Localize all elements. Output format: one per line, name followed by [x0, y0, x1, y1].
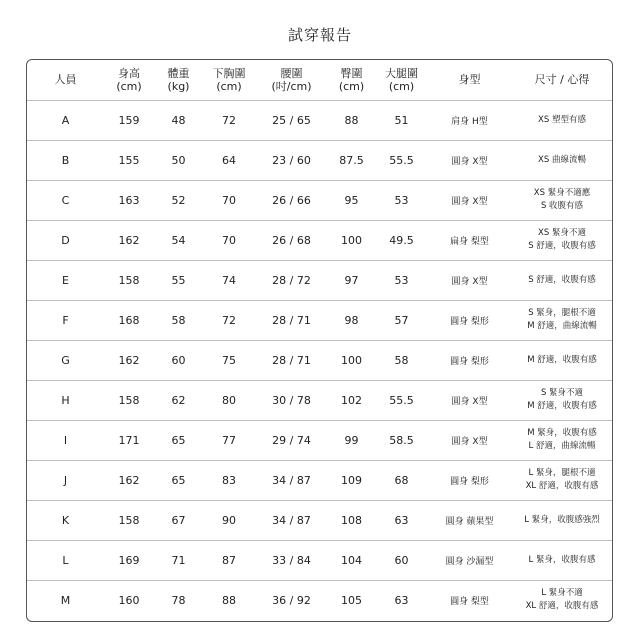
size-review-cell: [511, 180, 613, 220]
waist-cell: 29 / 74: [272, 433, 311, 447]
height-cell: 155: [118, 153, 140, 167]
height-cell: 171: [118, 433, 140, 447]
header-line: 腰圍: [280, 66, 303, 80]
underbust-cell: 64: [222, 153, 236, 167]
header-line: (cm): [116, 79, 142, 93]
thigh-cell: 63: [394, 593, 409, 607]
waist-cell: 28 / 72: [272, 273, 311, 287]
table-row: [27, 540, 613, 580]
table-row: [27, 100, 613, 140]
review-line: L 緊身，收腹感強烈: [524, 514, 600, 525]
person-cell: M: [60, 593, 71, 607]
header-thigh: [375, 60, 428, 100]
waist-cell: 26 / 68: [272, 233, 311, 247]
person-cell: K: [61, 513, 70, 527]
underbust-cell: 87: [222, 553, 236, 567]
size-review-cell: [511, 380, 613, 420]
thigh-cell: 55.5: [389, 393, 414, 407]
weight-cell: 58: [171, 313, 186, 327]
header-person: [27, 60, 104, 100]
hip-cell: 98: [344, 313, 359, 327]
header-line: 身高: [118, 66, 140, 80]
size-review-cell: [511, 580, 613, 620]
table-row: [27, 380, 613, 420]
body-shape-cell: 圓身 X型: [451, 396, 488, 407]
weight-cell: 52: [171, 193, 186, 207]
hip-cell: 108: [341, 513, 362, 527]
fit-report-table-frame: [26, 59, 613, 622]
waist-cell: 30 / 78: [272, 393, 311, 407]
review-line: M 舒適，曲線流暢: [527, 321, 597, 331]
height-cell: 162: [118, 353, 140, 367]
thigh-cell: 49.5: [389, 233, 414, 247]
header-size-review: [511, 60, 613, 100]
hip-cell: 102: [341, 393, 362, 407]
header-line: 臀圍: [340, 66, 363, 80]
person-cell: E: [62, 273, 69, 287]
header-line: 人員: [54, 73, 77, 87]
table-row: [27, 340, 613, 380]
header-line: (吋/cm): [271, 79, 312, 93]
person-cell: C: [61, 193, 70, 207]
review-line: XS 曲線流暢: [538, 154, 586, 165]
hip-cell: 97: [344, 273, 359, 287]
header-weight: [154, 60, 203, 100]
height-cell: 158: [118, 273, 140, 287]
hip-cell: 95: [344, 193, 359, 207]
table-row: [27, 260, 613, 300]
body-shape-cell: 圓身 梨型: [450, 596, 489, 607]
review-line: L 緊身，腿根不適: [528, 468, 596, 478]
thigh-cell: 58.5: [389, 433, 414, 447]
underbust-cell: 88: [222, 593, 236, 607]
thigh-cell: 68: [394, 473, 409, 487]
weight-cell: 67: [171, 513, 186, 527]
body-shape-cell: 圓身 X型: [451, 156, 488, 167]
hip-cell: 99: [344, 433, 359, 447]
review-line: M 舒適，收腹有感: [527, 401, 597, 411]
body-shape-cell: 圓身 X型: [451, 436, 488, 447]
waist-cell: 28 / 71: [272, 313, 311, 327]
thigh-cell: 55.5: [389, 153, 414, 167]
person-cell: J: [63, 473, 68, 487]
size-review-cell: [511, 140, 613, 180]
header-line: 大腿圍: [385, 66, 418, 80]
waist-cell: 26 / 66: [272, 193, 311, 207]
header-line: (cm): [216, 79, 242, 93]
height-cell: 158: [118, 513, 140, 527]
height-cell: 163: [118, 193, 140, 207]
underbust-cell: 75: [222, 353, 236, 367]
table-row: [27, 580, 613, 620]
height-cell: 160: [118, 593, 140, 607]
review-line: XS 塑型有感: [538, 114, 586, 125]
body-shape-cell: 圓身 X型: [451, 196, 488, 207]
underbust-cell: 90: [222, 513, 236, 527]
waist-cell: 36 / 92: [272, 593, 311, 607]
review-line: XS 緊身不適應: [533, 188, 591, 198]
body-shape-cell: 圓身 梨形: [450, 316, 489, 327]
size-review-cell: [511, 340, 613, 380]
review-line: S 緊身不適: [540, 388, 584, 398]
review-line: XL 舒適，收腹有感: [525, 481, 599, 491]
review-line: S 舒適，收腹有感: [528, 241, 596, 251]
thigh-cell: 51: [394, 113, 409, 127]
waist-cell: 23 / 60: [272, 153, 311, 167]
body-shape-cell: 圓身 梨形: [450, 476, 489, 487]
body-shape-cell: 圓身 沙漏型: [445, 556, 494, 567]
weight-cell: 48: [171, 113, 186, 127]
header-line: 身型: [458, 73, 481, 87]
size-review-cell: [511, 100, 613, 140]
height-cell: 158: [118, 393, 140, 407]
table-row: [27, 180, 613, 220]
review-line: M 緊身，收腹有感: [527, 428, 597, 438]
hip-cell: 100: [341, 353, 362, 367]
height-cell: 168: [118, 313, 140, 327]
underbust-cell: 70: [222, 233, 236, 247]
person-cell: F: [62, 313, 69, 327]
person-cell: B: [61, 153, 70, 167]
size-review-cell: [511, 500, 613, 540]
height-cell: 169: [118, 553, 140, 567]
waist-cell: 34 / 87: [272, 513, 311, 527]
underbust-cell: 72: [222, 313, 236, 327]
thigh-cell: 58: [394, 353, 409, 367]
person-cell: A: [61, 113, 70, 127]
body-shape-cell: 圓身 蘋果型: [445, 516, 494, 527]
header-line: 體重: [167, 66, 190, 80]
weight-cell: 65: [171, 433, 186, 447]
size-review-cell: [511, 460, 613, 500]
hip-cell: 88: [344, 113, 359, 127]
underbust-cell: 80: [222, 393, 236, 407]
hip-cell: 109: [341, 473, 362, 487]
size-review-cell: [511, 300, 613, 340]
thigh-cell: 53: [394, 273, 409, 287]
height-cell: 162: [118, 473, 140, 487]
underbust-cell: 77: [222, 433, 236, 447]
hip-cell: 100: [341, 233, 362, 247]
person-cell: L: [62, 553, 69, 567]
header-underbust: [203, 60, 255, 100]
size-review-cell: [511, 540, 613, 580]
review-line: S 收腹有感: [540, 201, 584, 211]
waist-cell: 28 / 71: [272, 353, 311, 367]
review-line: XL 舒適，收腹有感: [525, 601, 599, 612]
person-cell: I: [63, 433, 68, 447]
body-shape-cell: 肩身 H型: [451, 116, 488, 127]
weight-cell: 60: [171, 353, 186, 367]
page-title: 試穿報告: [287, 26, 352, 44]
hip-cell: 105: [341, 593, 362, 607]
person-cell: D: [61, 233, 70, 247]
weight-cell: 50: [171, 153, 186, 167]
underbust-cell: 72: [222, 113, 236, 127]
header-line: (kg): [167, 79, 190, 93]
thigh-cell: 63: [394, 513, 409, 527]
table-row: [27, 220, 613, 260]
thigh-cell: 57: [394, 313, 409, 327]
table-row: [27, 420, 613, 460]
height-cell: 159: [118, 113, 140, 127]
fit-report-table: [27, 60, 613, 620]
weight-cell: 62: [171, 393, 186, 407]
table-row: [27, 460, 613, 500]
hip-cell: 104: [341, 553, 362, 567]
header-line: 下胸圍: [212, 66, 246, 80]
weight-cell: 55: [171, 273, 186, 287]
review-line: M 舒適，收腹有感: [527, 354, 597, 365]
body-shape-cell: 圓身 梨形: [450, 356, 489, 367]
height-cell: 162: [118, 233, 140, 247]
header-line: (cm): [388, 79, 415, 93]
header-waist: [255, 60, 328, 100]
weight-cell: 65: [171, 473, 186, 487]
thigh-cell: 60: [394, 553, 409, 567]
weight-cell: 54: [171, 233, 186, 247]
waist-cell: 33 / 84: [272, 553, 311, 567]
table-row: [27, 300, 613, 340]
size-review-cell: [511, 420, 613, 460]
hip-cell: 87.5: [339, 153, 364, 167]
review-line: L 緊身，收腹有感: [528, 554, 596, 565]
review-line: XS 緊身不適: [538, 228, 586, 238]
size-review-cell: [511, 260, 613, 300]
waist-cell: 25 / 65: [272, 113, 311, 127]
header-line: (cm): [338, 79, 365, 93]
table-row: [27, 140, 613, 180]
underbust-cell: 70: [222, 193, 236, 207]
underbust-cell: 83: [222, 473, 236, 487]
body-shape-cell: 扁身 梨型: [450, 236, 489, 247]
waist-cell: 34 / 87: [272, 473, 311, 487]
review-line: S 舒適，收腹有感: [528, 274, 596, 285]
review-line: L 舒適，曲線流暢: [528, 441, 596, 451]
person-cell: H: [61, 393, 70, 407]
thigh-cell: 53: [394, 193, 409, 207]
review-line: L 緊身不適: [541, 588, 583, 599]
size-review-cell: [511, 220, 613, 260]
weight-cell: 78: [171, 593, 186, 607]
header-line: 尺寸 / 心得: [534, 73, 590, 87]
table-body: [27, 100, 613, 620]
header-row: [27, 60, 613, 100]
underbust-cell: 74: [222, 273, 236, 287]
table-row: [27, 500, 613, 540]
header-body-shape: [428, 60, 511, 100]
header-hip: [328, 60, 375, 100]
header-height: [104, 60, 154, 100]
person-cell: G: [61, 353, 70, 367]
review-line: S 緊身，腿根不適: [528, 308, 596, 318]
body-shape-cell: 圓身 X型: [451, 276, 488, 287]
weight-cell: 71: [171, 553, 186, 567]
